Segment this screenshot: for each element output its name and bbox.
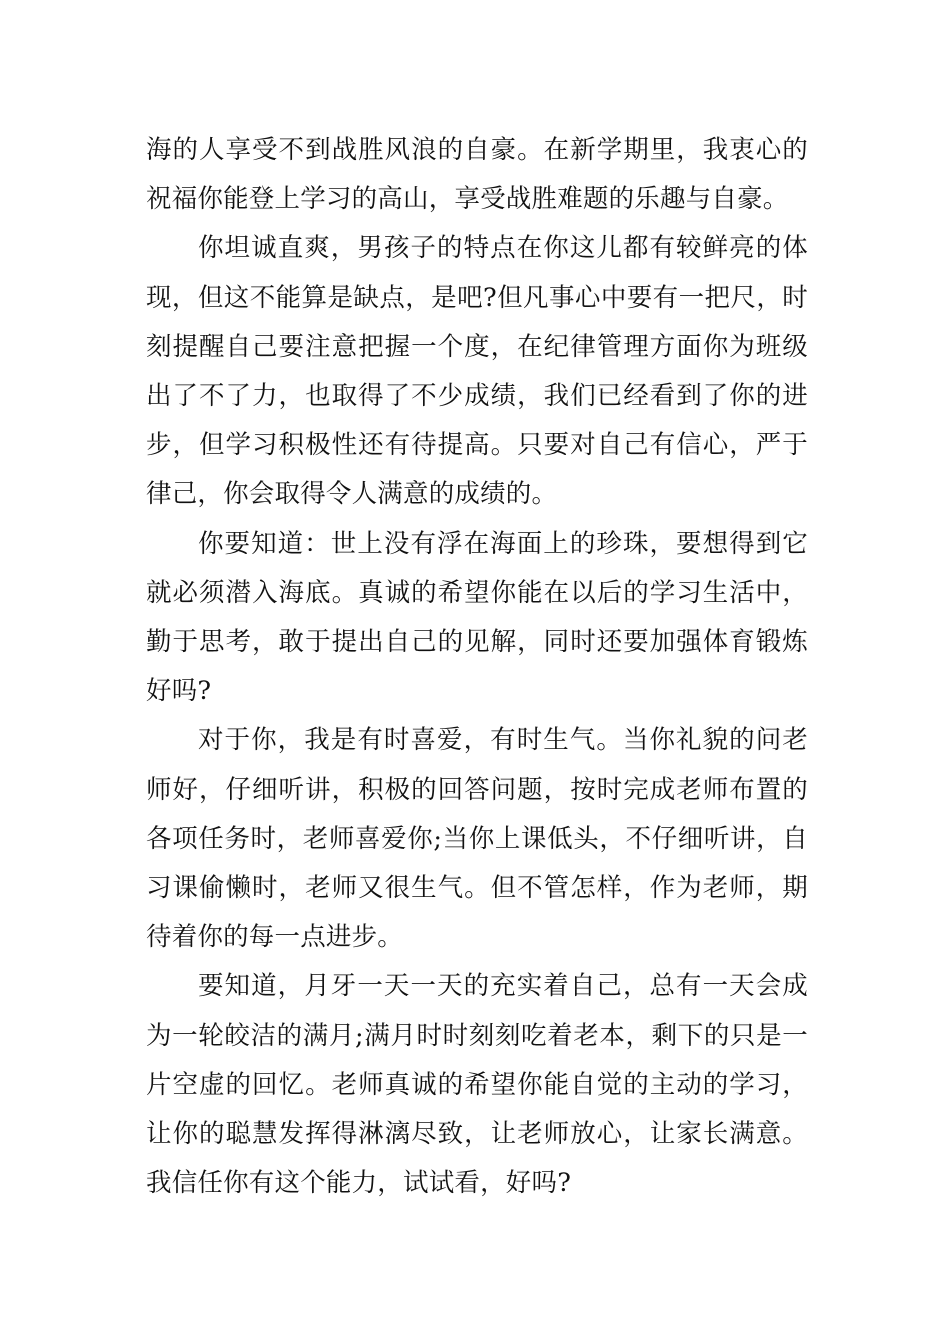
paragraph-5: 要知道，月牙一天一天的充实着自己，总有一天会成为一轮皎洁的满月;满月时时刻刻吃着老本，剩下的只是一片空虚的回忆。老师真诚的希望你能自觉的主动的学习，让你的聪慧发挥得淋漓尽致，让老师放心，让家长满意。我信任你有这个能力，试试看，好吗? bbox=[146, 971, 808, 1199]
document-body bbox=[146, 126, 808, 1208]
paragraph-2: 你坦诚直爽，男孩子的特点在你这儿都有较鲜亮的体现，但这不能算是缺点，是吧?但凡事心中要有一把尺，时刻提醒自己要注意把握一个度，在纪律管理方面你为班级出了不了力，也取得了不少成绩，我们已经看到了你的进步，但学习积极性还有待提高。只要对自己有信心，严于律己，你会取得令人满意的成绩的。 bbox=[146, 233, 808, 510]
paragraph-1: 海的人享受不到战胜风浪的自豪。在新学期里，我衷心的祝福你能登上学习的高山，享受战胜难题的乐趣与自豪。 bbox=[146, 135, 808, 215]
paragraph-3: 你要知道：世上没有浮在海面上的珍珠，要想得到它就必须潜入海底。真诚的希望你能在以后的学习生活中，勤于思考，敢于提出自己的见解，同时还要加强体育锻炼好吗? bbox=[146, 528, 808, 707]
paragraph-4: 对于你，我是有时喜爱，有时生气。当你礼貌的问老师好，仔细听讲，积极的回答问题，按时完成老师布置的各项任务时，老师喜爱你;当你上课低头，不仔细听讲，自习课偷懒时，老师又很生气。但不管怎样，作为老师，期待着你的每一点进步。 bbox=[146, 725, 808, 953]
